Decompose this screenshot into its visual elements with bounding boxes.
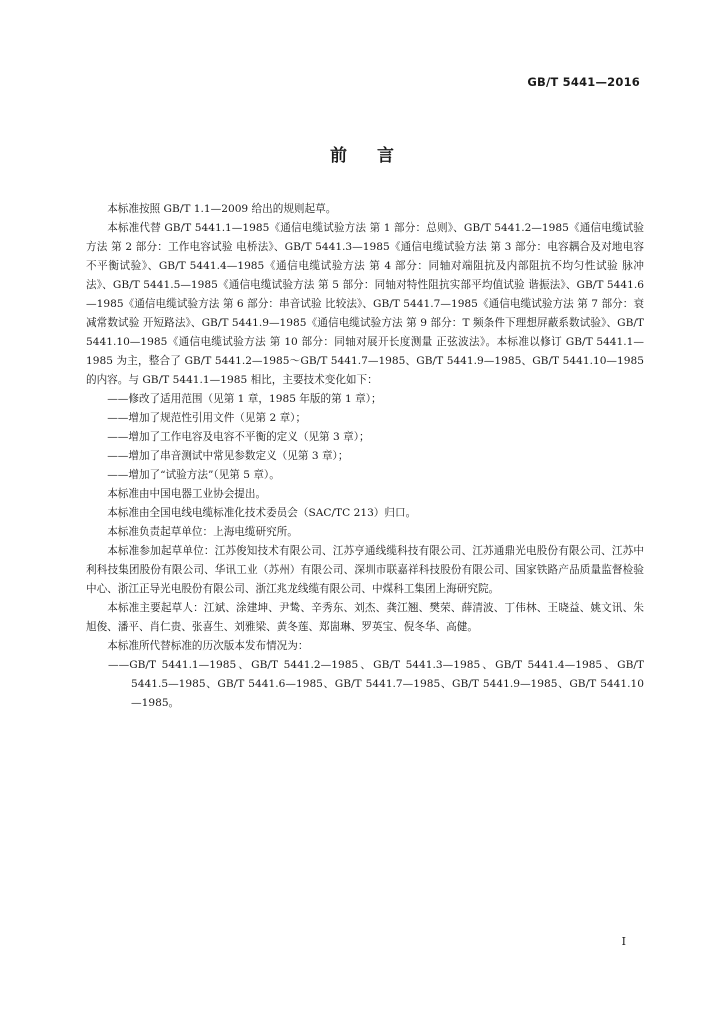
change-item: ——增加了串音测试中常见参数定义（见第 3 章）；: [107, 450, 349, 462]
page-number: I: [621, 935, 626, 948]
history-list: ——GB/T 5441.1—1985、GB/T 5441.2—1985、GB/T 5441.3—1985、GB/T 5441.4—1985、GB/T 5441.5—1985、GB/T 5441.6—1985、GB/T 5441.7—1985、GB/T 5441.9—1985、GB/T 5441.10—1985。: [108, 659, 644, 709]
change-item: ——增加了规范性引用文件（见第 2 章）；: [107, 412, 307, 424]
paragraph-committee: 本标准由全国电线电缆标准化技术委员会（SAC/TC 213）归口。: [107, 507, 417, 519]
change-item: ——增加了工作电容及电容不平衡的定义（见第 3 章）；: [107, 431, 370, 443]
change-item: ——修改了适用范围（见第 1 章，1985 年版的第 1 章）；: [107, 393, 382, 405]
paragraph-drafting-rules: 本标准按照 GB/T 1.1—2009 给出的规则起草。: [107, 203, 337, 215]
paragraph-history-intro: 本标准所代替标准的历次版本发布情况为：: [107, 640, 309, 652]
standard-code: GB/T 5441—2016: [527, 75, 640, 89]
page-title: 前言: [330, 146, 424, 166]
paragraph-drafters: 本标准主要起草人：江斌、涂建坤、尹鸷、辛秀东、刘杰、龚江翘、樊荣、薛清波、丁伟林、王晓益、姚文讯、朱旭俊、潘平、肖仁贵、张喜生、刘雅梁、黄冬莲、郑崮琳、罗英宝、倪冬华、高健。: [86, 602, 644, 633]
change-item: ——增加了“试验方法”（见第 5 章）。: [107, 469, 280, 481]
paragraph-replacement: 本标准代替 GB/T 5441.1—1985《通信电缆试验方法 第 1 部分：总则》、GB/T 5441.2—1985《通信电缆试验方法 第 2 部分：工作电容试验 电桥法》、GB/T 5441.3—1985《通信电缆试验方法 第 3 部分：电容耦合及对地电容不平衡试验》、GB/T 5441.4—1985《通信电缆试验方法 第 4 部分：同轴对端阻抗及内部阻抗不均匀性试验 脉冲法》、GB/T 5441.5—1985《通信电缆试验方法 第 5 部分：同轴对特性阻抗实部平均值试验 谐振法》、GB/T 5441.6—1985《通信电缆试验方法 第 6 部分：串音试验 比较法》、GB/T 5441.7—1985《通信电缆试验方法 第 7 部分：衰减常数试验 开短路法》、GB/T 5441.9—1985《通信电缆试验方法 第 9 部分：T 频条件下理想屏蔽系数试验》、GB/T 5441.10—1985《通信电缆试验方法 第 10 部分：同轴对展开长度测量 正弦波法》。本标准以修订 GB/T 5441.1—1985 为主，整合了 GB/T 5441.2—1985～GB/T 5441.7—1985、GB/T 5441.9—1985、GB/T 5441.10—1985 的内容。与 GB/T 5441.1—1985 相比，主要技术变化如下：: [86, 222, 644, 386]
paragraph-participants: 本标准参加起草单位：江苏俊知技术有限公司、江苏亨通线缆科技有限公司、江苏通鼎光电股份有限公司、江苏中利科技集团股份有限公司、华讯工业（苏州）有限公司、深圳市联嘉祥科技股份有限公司、国家铁路产品质量监督检验中心、浙江正导光电股份有限公司、浙江兆龙线缆有限公司、中煤科工集团上海研究院。: [86, 545, 644, 595]
paragraph-lead-drafter: 本标准负责起草单位：上海电缆研究所。: [107, 526, 298, 538]
foreword-body: [86, 200, 644, 713]
paragraph-proposer: 本标准由中国电器工业协会提出。: [107, 488, 267, 500]
